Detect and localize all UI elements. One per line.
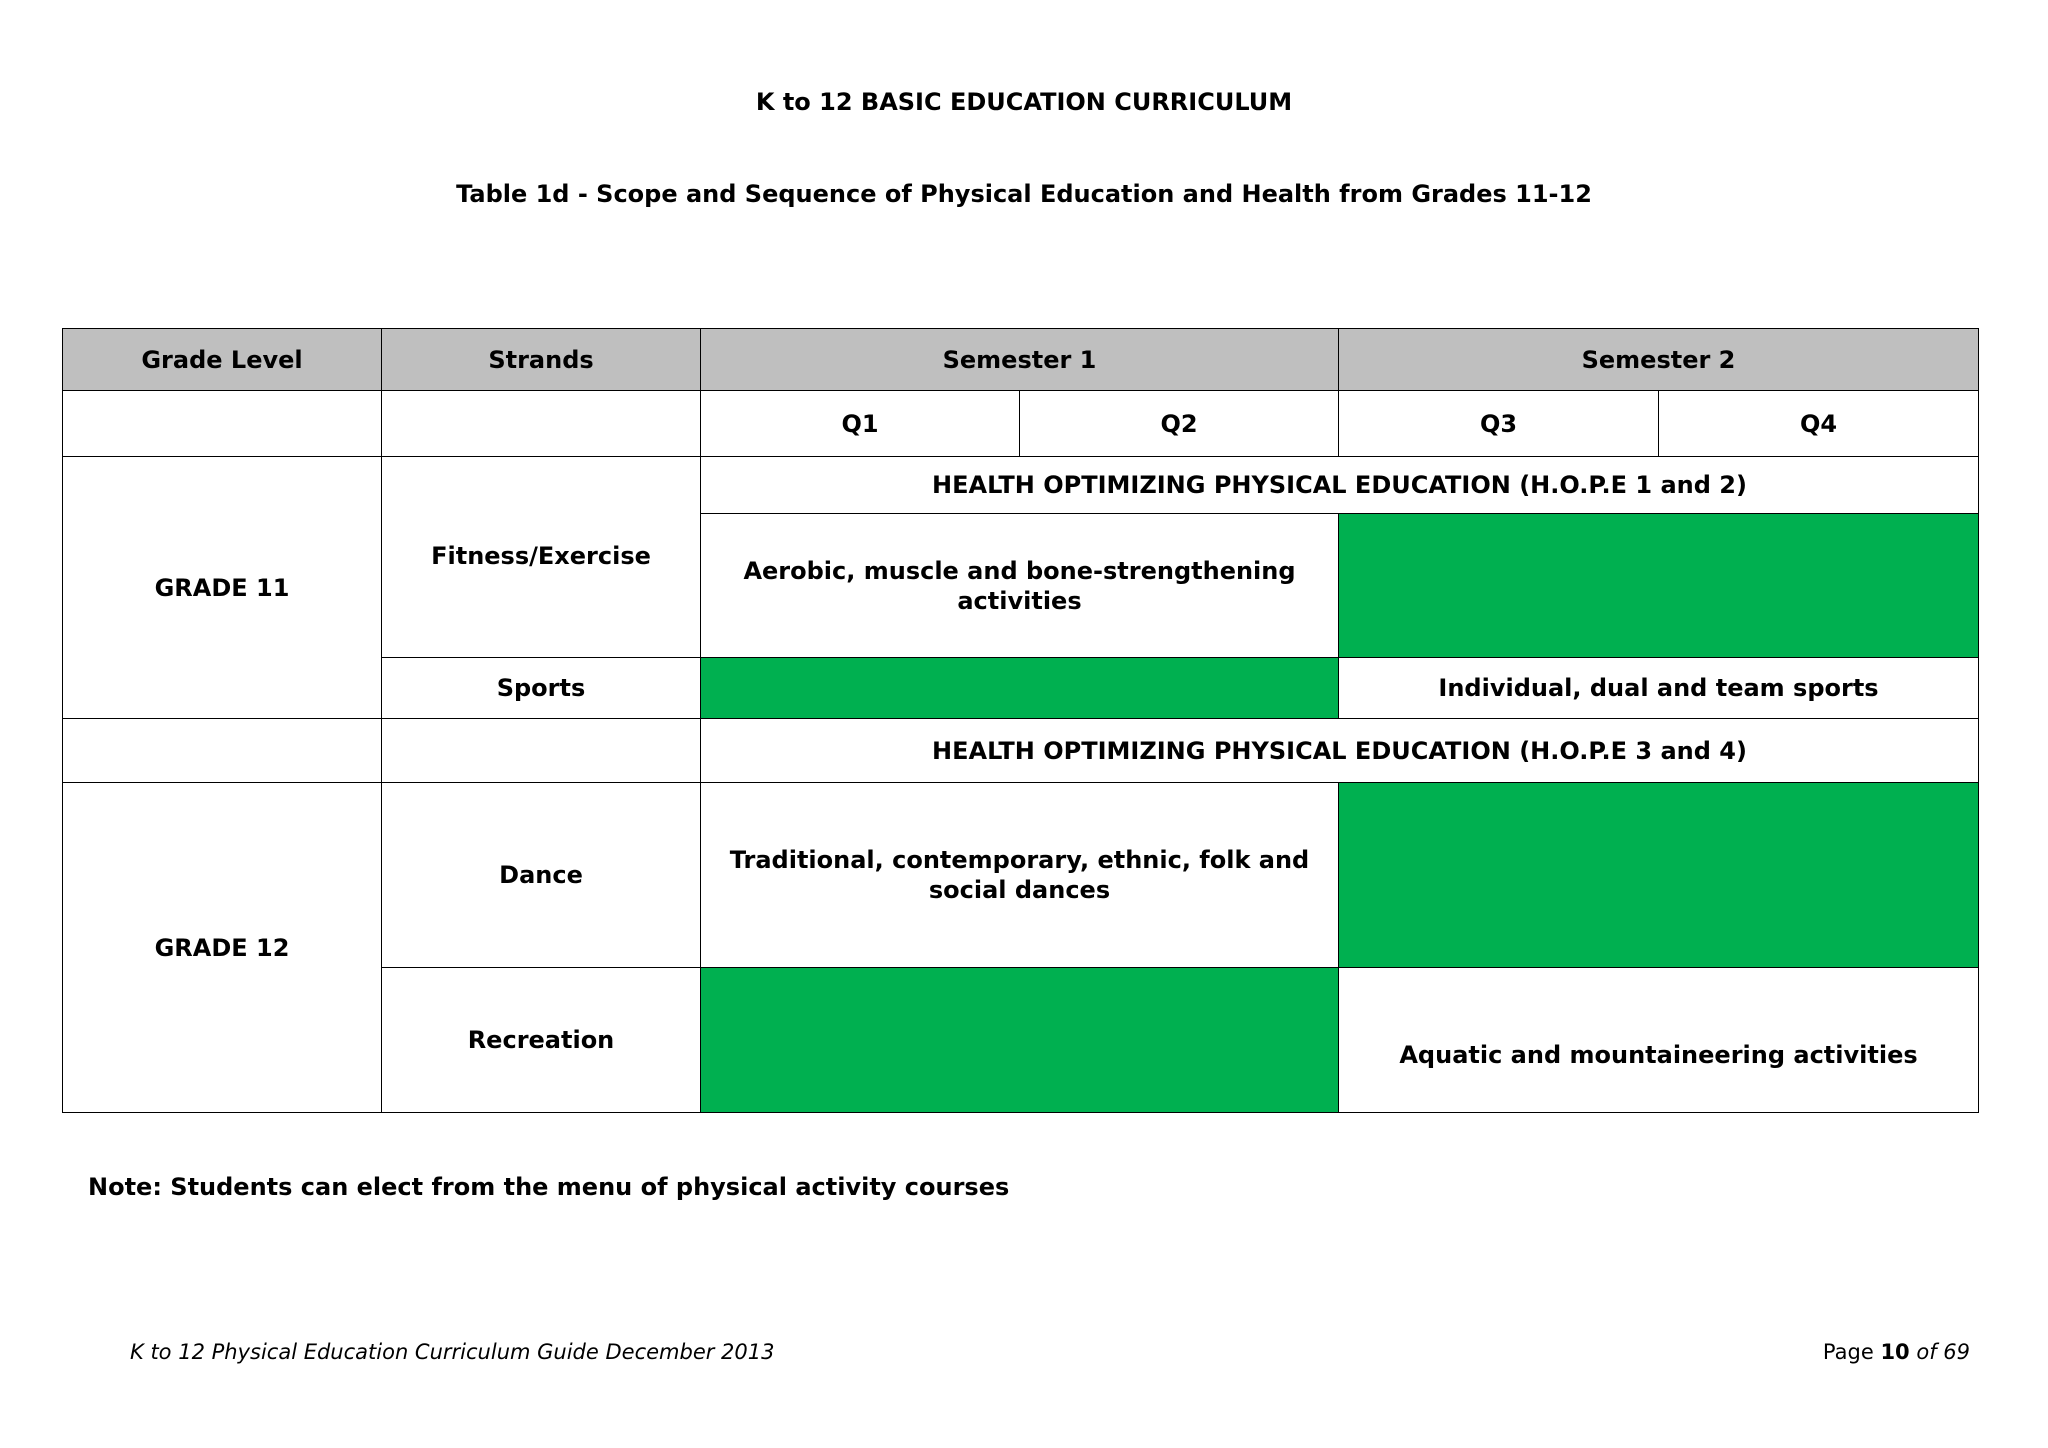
col-header-semester-2: Semester 2 bbox=[1339, 329, 1979, 391]
table-title: Table 1d - Scope and Sequence of Physical Education and Health from Grades 11-12 bbox=[456, 180, 1592, 208]
fitness-activities: Aerobic, muscle and bone-strengthening activities bbox=[701, 514, 1339, 658]
sports-sem1-shaded bbox=[701, 658, 1339, 719]
table-header-row bbox=[63, 329, 1979, 391]
grade-12-label: GRADE 12 bbox=[63, 783, 382, 1113]
quarter-q3: Q3 bbox=[1339, 391, 1659, 457]
grade11-course-row bbox=[63, 457, 1979, 514]
strand-dance: Dance bbox=[382, 783, 701, 968]
col-header-strands: Strands bbox=[382, 329, 701, 391]
quarter-q2: Q2 bbox=[1020, 391, 1339, 457]
recreation-activities: Aquatic and mountaineering activities bbox=[1339, 968, 1979, 1113]
col-header-semester-1: Semester 1 bbox=[701, 329, 1339, 391]
quarter-q1: Q1 bbox=[701, 391, 1020, 457]
quarter-q4: Q4 bbox=[1659, 391, 1979, 457]
grade11-course-title: HEALTH OPTIMIZING PHYSICAL EDUCATION (H.O.P.E 1 and 2) bbox=[701, 457, 1979, 514]
footer-page-number bbox=[1823, 1340, 1970, 1364]
strand-fitness-exercise: Fitness/Exercise bbox=[382, 457, 701, 658]
scope-sequence-table bbox=[62, 328, 1979, 1113]
empty-cell bbox=[382, 719, 701, 783]
fitness-sem2-shaded bbox=[1339, 514, 1979, 658]
dance-activities: Traditional, contemporary, ethnic, folk and social dances bbox=[701, 783, 1339, 968]
strand-sports: Sports bbox=[382, 658, 701, 719]
empty-cell bbox=[63, 391, 382, 457]
strand-recreation: Recreation bbox=[382, 968, 701, 1113]
grade12-course-row bbox=[63, 719, 1979, 783]
page-prefix: Page bbox=[1822, 1340, 1874, 1364]
quarter-row bbox=[63, 391, 1979, 457]
document-title: K to 12 BASIC EDUCATION CURRICULUM bbox=[755, 88, 1293, 116]
grade12-dance-row bbox=[63, 783, 1979, 968]
col-header-grade-level: Grade Level bbox=[63, 329, 382, 391]
dance-sem2-shaded bbox=[1339, 783, 1979, 968]
footer-guide-title: K to 12 Physical Education Curriculum Guide December 2013 bbox=[130, 1340, 775, 1364]
note-text: Note: Students can elect from the menu of physical activity courses bbox=[88, 1173, 1010, 1201]
grade12-course-title: HEALTH OPTIMIZING PHYSICAL EDUCATION (H.O.P.E 3 and 4) bbox=[701, 719, 1979, 783]
empty-cell bbox=[382, 391, 701, 457]
sports-activities: Individual, dual and team sports bbox=[1339, 658, 1979, 719]
empty-cell bbox=[63, 719, 382, 783]
page-total: of 69 bbox=[1916, 1340, 1970, 1364]
grade-11-label: GRADE 11 bbox=[63, 457, 382, 719]
page-number: 10 bbox=[1880, 1340, 1910, 1364]
recreation-sem1-shaded bbox=[701, 968, 1339, 1113]
